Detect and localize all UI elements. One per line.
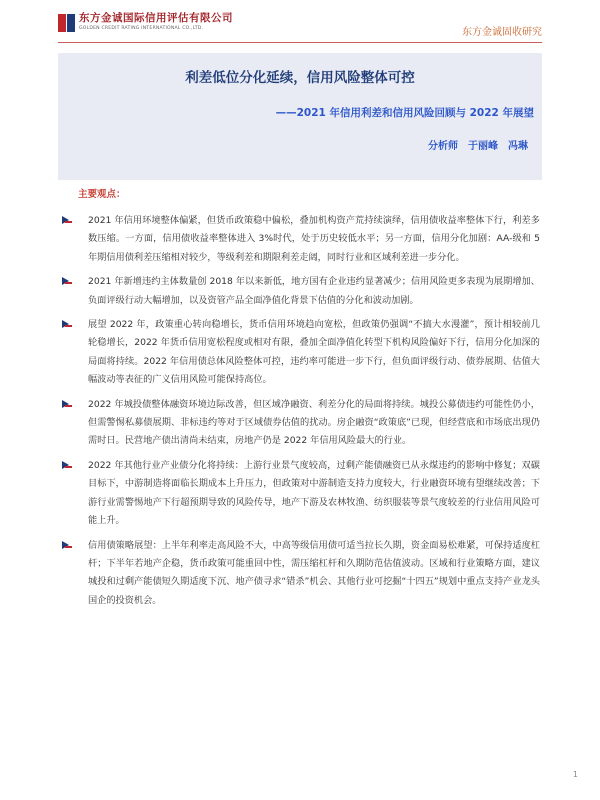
report-analysts: 分析师 于丽峰 冯琳 <box>428 141 528 152</box>
list-item-text: 2022 年其他行业产业债分化将持续：上游行业景气度较高，过剩产能债融资已从永煤违约的影响中修复；双碳目标下，中游制造将面临长期成本上升压力，但政策对中游制造支持力度较大，行业融资环境有望继续改善；下游行业需警惕地产下行超预期导致的风险传导，地产下游及农林牧渔、纺织服装等景气度较差的行业信用风险可能上升。 <box>88 459 540 527</box>
list-item <box>62 537 540 611</box>
bullet-arrow-icon <box>62 277 72 287</box>
list-item <box>62 273 540 310</box>
report-subtitle: ——2021 年信用利差和信用风险回顾与 2022 年展望 <box>275 107 534 119</box>
list-item-text: 2021 年新增违约主体数量创 2018 年以来新低，地方国有企业违约显著减少；信用风险更多表现为展期增加、负面评级行动大幅增加，以及资管产品全面净值化背景下估值的分化和波动加剧。 <box>88 276 540 306</box>
list-item <box>62 316 540 390</box>
list-item-text: 2022 年城投债整体融资环境边际改善，但区域净融资、利差分化的局面将持续。城投公募债违约可能性仍小，但需警惕私募债展期、非标违约等对于区域债券估值的扰动。房企融资“政策底”已现，但经营底和市场底出现仍需时日。民营地产债出清尚未结束，房地产仍是 2022 年信用风险最大的行业。 <box>88 398 540 447</box>
bullet-arrow-icon <box>62 216 72 226</box>
page-header <box>0 0 600 44</box>
list-item <box>62 396 540 451</box>
page-number: 1 <box>572 770 578 779</box>
bullet-arrow-icon <box>62 400 72 410</box>
key-points-heading: 主要观点： <box>78 189 126 200</box>
header-series-label: 东方金诚固收研究 <box>462 27 542 38</box>
header-divider <box>58 42 542 43</box>
logo-name-en: GOLDEN CREDIT RATING INTERNATIONAL CO.,LTD. <box>79 26 204 31</box>
logo-name-cn: 东方金诚国际信用评估有限公司 <box>79 12 233 24</box>
list-item-text: 展望 2022 年，政策重心转向稳增长，货币信用环境趋向宽松，但政策仍强调“不搞大水漫灌”，预计相较前几轮稳增长，2022 年货币信用宽松程度或相对有限，叠加全面净值化转型下机构风险偏好下行，信用分化加深的局面将持续。2022 年信用债总体风险整体可控，违约率可能进一步下行，但负面评级行动、债券展期、估值大幅波动等表征的广义信用风险可能保持高位。 <box>88 319 540 386</box>
list-item <box>62 457 540 531</box>
company-logo <box>58 12 233 34</box>
list-item <box>62 212 540 267</box>
bullet-arrow-icon <box>62 320 72 330</box>
report-title: 利差低位分化延续，信用风险整体可控 <box>185 70 415 86</box>
key-points-list <box>62 212 540 610</box>
list-item-text: 2021 年信用环境整体偏紧，但货币政策稳中偏松，叠加机构资产荒持续演绎，信用债收益率整体下行，利差多数压缩。一方面，信用债收益率整体进入 3%时代，处于历史较低水平；另一方面，信用分化加剧：AA-级和 5 年期信用债利差压缩相对较少，等级利差和期限利差走阔，同时行业和区域利差进一步分化。 <box>88 215 540 263</box>
bullet-arrow-icon <box>62 541 72 551</box>
bullet-arrow-icon <box>62 461 72 471</box>
report-title-box <box>58 53 542 180</box>
logo-mark-icon <box>58 12 76 34</box>
list-item-text: 信用债策略展望：上半年利率走高风险不大，中高等级信用债可适当拉长久期，资金面易松难紧，可保持适度杠杆；下半年若地产企稳，货币政策可能重回中性，需压缩杠杆和久期防范估值波动。区域和行业策略方面，建议城投和过剩产能债短久期适度下沉、地产债寻求“错杀”机会、其他行业可挖掘“十四五”规划中重点支持产业龙头国企的投资机会。 <box>88 539 540 606</box>
